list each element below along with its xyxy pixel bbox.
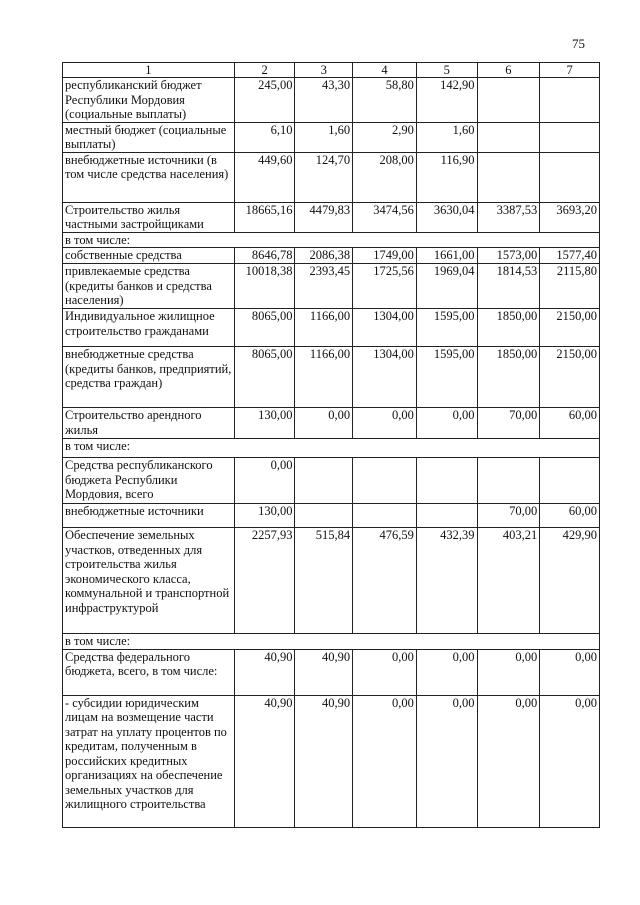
- row-label: внебюджетные средства (кредиты банков, предприятий, средства граждан): [63, 347, 235, 408]
- table-row: [63, 439, 600, 458]
- page-number: 75: [572, 36, 585, 51]
- cell-value: [540, 122, 600, 152]
- cell-value: 1969,04: [416, 264, 477, 309]
- cell-value: 70,00: [477, 504, 540, 528]
- table-row: [63, 528, 600, 634]
- row-label: республиканский бюджет Республики Мордовия (социальные выплаты): [63, 78, 235, 123]
- cell-value: 40,90: [295, 649, 353, 695]
- cell-value: 60,00: [540, 504, 600, 528]
- cell-value: 2150,00: [540, 309, 600, 347]
- cell-value: 2,90: [353, 122, 417, 152]
- cell-value: [540, 458, 600, 504]
- table-row: [63, 202, 600, 232]
- cell-value: [295, 458, 353, 504]
- cell-value: [353, 458, 417, 504]
- cell-value: 0,00: [416, 695, 477, 827]
- cell-value: 1166,00: [295, 309, 353, 347]
- cell-value: 0,00: [416, 649, 477, 695]
- row-label: местный бюджет (социальные выплаты): [63, 122, 235, 152]
- cell-value: 515,84: [295, 528, 353, 634]
- cell-value: 476,59: [353, 528, 417, 634]
- cell-value: 4479,83: [295, 202, 353, 232]
- cell-value: 0,00: [295, 408, 353, 439]
- cell-value: [477, 458, 540, 504]
- table-row: [63, 309, 600, 347]
- table-header-row: [63, 63, 600, 78]
- cell-value: [477, 78, 540, 123]
- cell-value: [416, 504, 477, 528]
- cell-value: 1,60: [416, 122, 477, 152]
- cell-value: 70,00: [477, 408, 540, 439]
- table-row: [63, 152, 600, 202]
- cell-value: 1595,00: [416, 309, 477, 347]
- cell-value: 0,00: [234, 458, 295, 504]
- cell-value: 40,90: [295, 695, 353, 827]
- table-row: [63, 264, 600, 309]
- cell-value: 208,00: [353, 152, 417, 202]
- table-row: [63, 232, 600, 248]
- table-row: [63, 122, 600, 152]
- cell-value: [477, 122, 540, 152]
- row-label: в том числе:: [63, 634, 600, 650]
- cell-value: 1749,00: [353, 248, 417, 264]
- cell-value: 2257,93: [234, 528, 295, 634]
- cell-value: 40,90: [234, 695, 295, 827]
- cell-value: 2086,38: [295, 248, 353, 264]
- cell-value: 403,21: [477, 528, 540, 634]
- row-label: Строительство арендного жилья: [63, 408, 235, 439]
- column-header-1: 1: [63, 63, 235, 78]
- table-row: [63, 634, 600, 650]
- table-row: [63, 649, 600, 695]
- cell-value: 3474,56: [353, 202, 417, 232]
- row-label: Строительство жилья частными застройщиками: [63, 202, 235, 232]
- cell-value: 58,80: [353, 78, 417, 123]
- cell-value: 18665,16: [234, 202, 295, 232]
- cell-value: 1166,00: [295, 347, 353, 408]
- cell-value: 0,00: [540, 649, 600, 695]
- cell-value: 0,00: [353, 649, 417, 695]
- cell-value: 130,00: [234, 504, 295, 528]
- cell-value: 3387,53: [477, 202, 540, 232]
- cell-value: 60,00: [540, 408, 600, 439]
- cell-value: 1661,00: [416, 248, 477, 264]
- cell-value: 449,60: [234, 152, 295, 202]
- cell-value: 124,70: [295, 152, 353, 202]
- column-header-6: 6: [477, 63, 540, 78]
- table-row: [63, 78, 600, 123]
- cell-value: 0,00: [353, 408, 417, 439]
- cell-value: 2393,45: [295, 264, 353, 309]
- table-row: [63, 248, 600, 264]
- cell-value: 8065,00: [234, 347, 295, 408]
- cell-value: 1,60: [295, 122, 353, 152]
- cell-value: 3630,04: [416, 202, 477, 232]
- column-header-2: 2: [234, 63, 295, 78]
- cell-value: 429,90: [540, 528, 600, 634]
- cell-value: 8646,78: [234, 248, 295, 264]
- cell-value: 142,90: [416, 78, 477, 123]
- column-header-4: 4: [353, 63, 417, 78]
- row-label: Средства федерального бюджета, всего, в том числе:: [63, 649, 235, 695]
- cell-value: 245,00: [234, 78, 295, 123]
- cell-value: 3693,20: [540, 202, 600, 232]
- cell-value: [416, 458, 477, 504]
- cell-value: 1850,00: [477, 347, 540, 408]
- cell-value: 130,00: [234, 408, 295, 439]
- cell-value: 40,90: [234, 649, 295, 695]
- cell-value: 0,00: [477, 649, 540, 695]
- cell-value: [295, 504, 353, 528]
- cell-value: [477, 152, 540, 202]
- cell-value: 1850,00: [477, 309, 540, 347]
- cell-value: [353, 504, 417, 528]
- cell-value: 116,90: [416, 152, 477, 202]
- cell-value: [540, 152, 600, 202]
- table-row: [63, 504, 600, 528]
- cell-value: [540, 78, 600, 123]
- row-label: Индивидуальное жилищное строительство гражданами: [63, 309, 235, 347]
- row-label: Средства республиканского бюджета Республики Мордовия, всего: [63, 458, 235, 504]
- cell-value: 8065,00: [234, 309, 295, 347]
- cell-value: 1304,00: [353, 347, 417, 408]
- table-row: [63, 347, 600, 408]
- cell-value: 43,30: [295, 78, 353, 123]
- cell-value: 1577,40: [540, 248, 600, 264]
- cell-value: 1304,00: [353, 309, 417, 347]
- cell-value: 10018,38: [234, 264, 295, 309]
- column-header-7: 7: [540, 63, 600, 78]
- budget-table: [62, 62, 600, 828]
- table-row: [63, 458, 600, 504]
- row-label: привлекаемые средства (кредиты банков и средства населения): [63, 264, 235, 309]
- cell-value: 0,00: [477, 695, 540, 827]
- cell-value: 0,00: [416, 408, 477, 439]
- cell-value: 1573,00: [477, 248, 540, 264]
- row-label: внебюджетные источники: [63, 504, 235, 528]
- cell-value: 0,00: [540, 695, 600, 827]
- column-header-5: 5: [416, 63, 477, 78]
- row-label: Обеспечение земельных участков, отведенных для строительства жилья экономического класса, коммунальной и транспортной инфраструктурой: [63, 528, 235, 634]
- cell-value: 1725,56: [353, 264, 417, 309]
- table-row: [63, 408, 600, 439]
- cell-value: 432,39: [416, 528, 477, 634]
- column-header-3: 3: [295, 63, 353, 78]
- row-label: собственные средства: [63, 248, 235, 264]
- cell-value: 2150,00: [540, 347, 600, 408]
- row-label: внебюджетные источники (в том числе средства населения): [63, 152, 235, 202]
- row-label: в том числе:: [63, 439, 600, 458]
- row-label: в том числе:: [63, 232, 600, 248]
- cell-value: 1814,53: [477, 264, 540, 309]
- row-label: - субсидии юридическим лицам на возмещение части затрат на уплату процентов по кредитам, полученным в российских кредитных организациях на обеспечение земельных участков для жилищного строительства: [63, 695, 235, 827]
- cell-value: 1595,00: [416, 347, 477, 408]
- cell-value: 0,00: [353, 695, 417, 827]
- cell-value: 6,10: [234, 122, 295, 152]
- cell-value: 2115,80: [540, 264, 600, 309]
- table-row: [63, 695, 600, 827]
